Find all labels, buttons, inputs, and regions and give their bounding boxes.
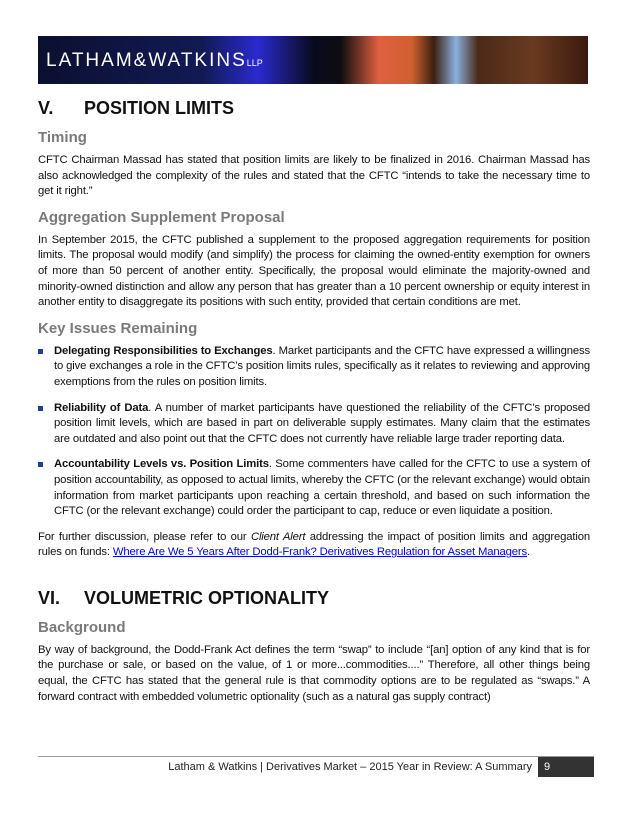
paragraph: For further discussion, please refer to our Client Alert addressing the impact of position limits and aggregation rules on funds: Where Are We 5 Years After Dodd-Frank? Derivatives Regulation for Asset Managers.	[38, 530, 590, 559]
bullet-icon	[38, 349, 43, 354]
header-banner	[38, 36, 588, 84]
section-title: V. POSITION LIMITS	[38, 98, 235, 118]
subheading-background: Background	[38, 618, 126, 636]
page-footer	[38, 756, 594, 776]
list-item: Reliability of Data. A number of market participants have questioned the reliability of the CFTC’s proposed position limit levels, which are based in part on deliverable supply estimates. Many claim that the estimates are outdated and also point out that the CFTC does not currently have reliable large trader reporting data.	[38, 401, 590, 448]
page-content	[38, 98, 590, 714]
bullet-icon	[38, 406, 43, 411]
key-issues-list	[38, 344, 590, 520]
page-number: 9	[538, 757, 594, 777]
footer-text: Latham & Watkins | Derivatives Market – 2015 Year in Review: A Summary	[168, 761, 532, 773]
article-link[interactable]: Where Are We 5 Years After Dodd-Frank? Derivatives Regulation for Asset Managers	[112, 546, 527, 559]
bullet-icon	[38, 462, 43, 467]
paragraph: CFTC Chairman Massad has stated that position limits are likely to be finalized in 2016. Chairman Massad has also acknowledged the complexity of the rules and stated that the CFTC “intends to take the necessary time to get it right.”	[38, 154, 590, 198]
subheading-timing: Timing	[38, 129, 87, 146]
section-title: VI. VOLUMETRIC OPTIONALITY	[38, 587, 329, 608]
subheading-key-issues: Key Issues Remaining	[38, 319, 198, 337]
list-item: Delegating Responsibilities to Exchanges. Market participants and the CFTC have expressed a willingness to give exchanges a role in the CFTC’s position limits rules, specifically as it relates to reviewing and approving exemptions from the rules on position limits.	[38, 344, 590, 391]
paragraph: In September 2015, the CFTC published a supplement to the proposed aggregation requirements for position limits. The proposal would modify (and simplify) the process for claiming the owned-entity exemption for owners of more than 50 percent of another entity. Specifically, the proposal would eliminate the majority-owned and minority-owned distinction and allow any person that has greater than a 10 percent ownership or equity interest in another entity to disaggregate its positions with such entity, provided that certain conditions are met.	[38, 233, 590, 309]
list-item: Accountability Levels vs. Position Limits. Some commenters have called for the CFTC to use a system of position accountability, as opposed to actual limits, whereby the CFTC (or the relevant exchange) would obtain information from market participants upon reaching a certain threshold, and based on such information the CFTC (or the relevant exchange) could order the participant to cap, reduce or even liquidate a position.	[38, 457, 590, 519]
subheading-aggregation: Aggregation Supplement Proposal	[38, 208, 285, 226]
paragraph: By way of background, the Dodd-Frank Act defines the term “swap” to include “[an] option of any kind that is for the purchase or sale, or based on the value, of 1 or more...commodities....” Therefore, all other things being equal, the CFTC has stated that the general rule is that commodity options are to be regulated as “swaps.” A forward contract with embedded volumetric optionality (such as a natural gas supply contract)	[38, 643, 590, 703]
logo: LATHAM&WATKINSLLP	[46, 50, 263, 71]
